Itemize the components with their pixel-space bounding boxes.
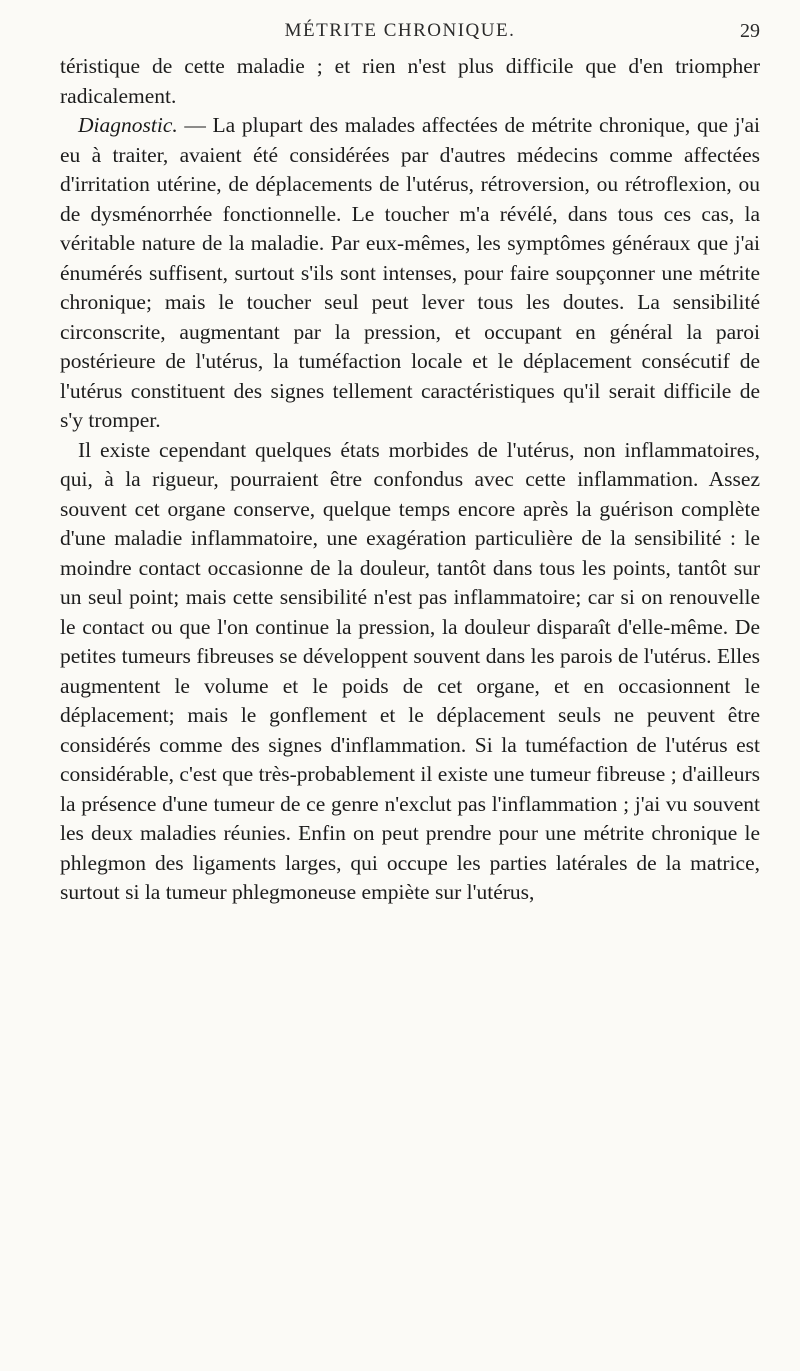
page-header [40, 20, 760, 54]
section-heading: Diagnostic. [78, 113, 178, 137]
paragraph-differential [60, 436, 760, 908]
running-title: MÉTRITE CHRONIQUE. [284, 20, 516, 41]
page-number: 29 [740, 20, 760, 42]
paragraph-diagnostic [60, 111, 760, 436]
paragraph-text: téristique de cette maladie ; et rien n'est plus difficile que d'en triompher radicalement. [60, 54, 760, 108]
paragraph-text: — La plupart des malades affectées de métrite chronique, que j'ai eu à traiter, avaient été considérées par d'autres médecins comme affectées d'irritation utérine, de déplacements de l'utérus, rétroversion, ou rétroflexion, ou de dysménorrhée fonctionnelle. Le toucher m'a révélé, dans tous ces cas, la véritable nature de la maladie. Par eux-mêmes, les symptômes généraux que j'ai énumérés suffisent, surtout s'ils sont intenses, pour faire soupçonner une métrite chronique; mais le toucher seul peut lever tous les doutes. La sensibilité circonscrite, augmentant par la pression, et occupant en général la paroi postérieure de l'utérus, la tuméfaction locale et le déplacement consécutif de l'utérus constituent des signes tellement caractéristiques qu'il serait difficile de s'y tromper. [60, 113, 760, 432]
paragraph-continuation [60, 52, 760, 111]
paragraph-text: Il existe cependant quelques états morbides de l'utérus, non inflammatoires, qui, à la rigueur, pourraient être confondus avec cette inflammation. Assez souvent cet organe conserve, quelque temps encore après la guérison complète d'une maladie inflammatoire, une exagération particulière de la sensibilité : le moindre contact occasionne de la douleur, tantôt dans tous les points, tantôt sur un seul point; mais cette sensibilité n'est pas inflammatoire; car si on renouvelle le contact ou que l'on continue la pression, la douleur disparaît d'elle-même. De petites tumeurs fibreuses se développent souvent dans les parois de l'utérus. Elles augmentent le volume et le poids de cet organe, et en occasionnent le déplacement; mais le gonflement et le déplacement seuls ne peuvent être considérés comme des signes d'inflammation. Si la tuméfaction de l'utérus est considérable, c'est que très-probablement il existe une tumeur fibreuse ; d'ailleurs la présence d'une tumeur de ce genre n'exclut pas l'inflammation ; j'ai vu souvent les deux maladies réunies. Enfin on peut prendre pour une métrite chronique le phlegmon des ligaments larges, qui occupe les parties latérales de la matrice, surtout si la tumeur phlegmoneuse empiète sur l'utérus, [60, 437, 760, 904]
body-text [60, 52, 760, 908]
